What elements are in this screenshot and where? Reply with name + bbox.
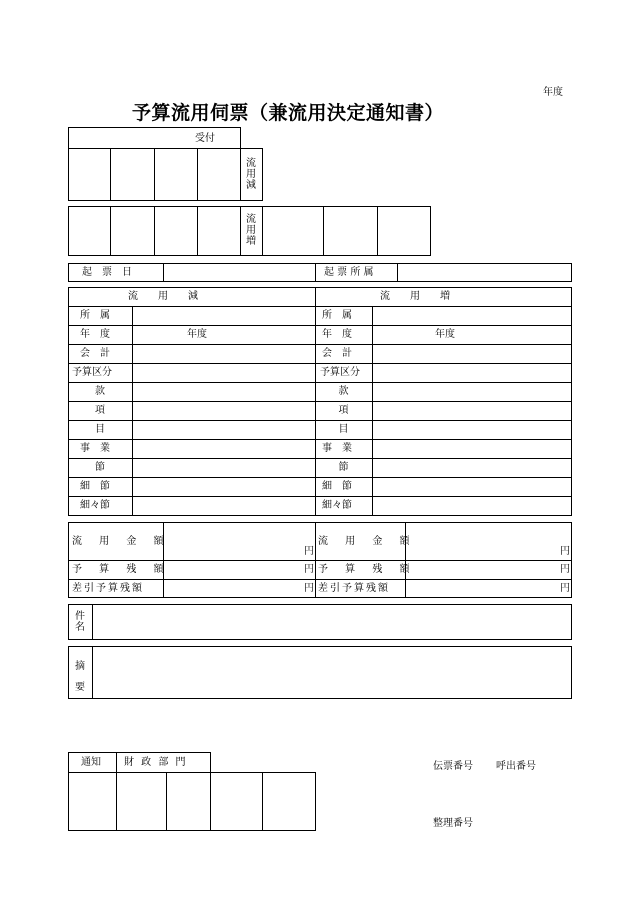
decrease-row-label: 所 属 (80, 310, 110, 321)
table-row-divider (68, 458, 572, 459)
decrease-amount-unit: 円 (304, 546, 314, 557)
increase-row-label: 項 (338, 405, 349, 416)
decrease-amount-unit: 円 (304, 564, 314, 575)
decrease-row-value: 年度 (187, 329, 207, 340)
decrease-row-label: 目 (95, 424, 105, 435)
table-row-divider (68, 382, 572, 383)
decrease-row-label: 節 (95, 462, 105, 473)
increase-row-label: 細々節 (322, 500, 352, 511)
slip-number-label: 伝票番号 (433, 761, 473, 772)
receipt-label: 受付 (195, 133, 215, 144)
decrease-row-label: 細 節 (80, 481, 110, 492)
decrease-row-label: 予算区分 (72, 367, 112, 378)
summary-label: 摘要 (75, 661, 85, 693)
table-row-divider (68, 363, 572, 364)
table-row-divider (68, 477, 572, 478)
increase-stamp-label: 流用増 (246, 214, 256, 247)
decrease-row-label: 事 業 (80, 443, 110, 454)
table-row-divider (68, 439, 572, 440)
notice-label: 通知 (81, 757, 101, 768)
increase-amount-label: 差引予算残額 (318, 583, 390, 594)
reference-number-label: 整理番号 (433, 818, 473, 829)
increase-row-value: 年度 (435, 329, 455, 340)
origin-date-label: 起 票 日 (82, 267, 132, 278)
decrease-amount-label: 予 算 残 額 (72, 564, 171, 575)
table-row-divider (68, 325, 572, 326)
increase-row-label: 目 (338, 424, 349, 435)
increase-amount-label: 流 用 金 額 (318, 536, 417, 547)
increase-row-label: 事 業 (322, 443, 352, 454)
increase-row-label: 会 計 (322, 348, 352, 359)
increase-row-label: 細 節 (322, 481, 352, 492)
increase-row-label: 年 度 (322, 329, 352, 340)
table-row-divider (68, 401, 572, 402)
increase-amount-label: 予 算 残 額 (318, 564, 417, 575)
increase-row-label: 所 属 (322, 310, 352, 321)
increase-amount-unit: 円 (560, 564, 570, 575)
decrease-header: 流 用 減 (128, 291, 198, 302)
decrease-stamp-label: 流用減 (246, 158, 256, 191)
decrease-row-label: 年 度 (80, 329, 110, 340)
origin-dept-label: 起 票 所 属 (324, 267, 374, 278)
decrease-row-label: 会 計 (80, 348, 110, 359)
increase-amount-unit: 円 (560, 546, 570, 557)
increase-amount-unit: 円 (560, 583, 570, 594)
finance-dept-label: 財 政 部 門 (124, 757, 188, 768)
increase-header: 流 用 増 (380, 291, 450, 302)
subject-label: 件名 (75, 611, 85, 633)
table-row-divider (68, 420, 572, 421)
table-row-divider (68, 306, 572, 307)
increase-row-label: 予算区分 (320, 367, 360, 378)
call-number-label: 呼出番号 (496, 761, 536, 772)
increase-row-label: 節 (338, 462, 349, 473)
increase-row-label: 款 (338, 386, 349, 397)
fiscal-year-label: 年度 (543, 87, 563, 98)
decrease-row-label: 款 (95, 386, 105, 397)
decrease-amount-label: 流 用 金 額 (72, 536, 171, 547)
table-row-divider (68, 344, 572, 345)
decrease-amount-label: 差引予算残額 (72, 583, 144, 594)
decrease-row-label: 項 (95, 405, 105, 416)
decrease-row-label: 細々節 (80, 500, 110, 511)
page-title: 予算流用伺票（兼流用決定通知書） (132, 102, 445, 124)
decrease-amount-unit: 円 (304, 583, 314, 594)
table-row-divider (68, 496, 572, 497)
